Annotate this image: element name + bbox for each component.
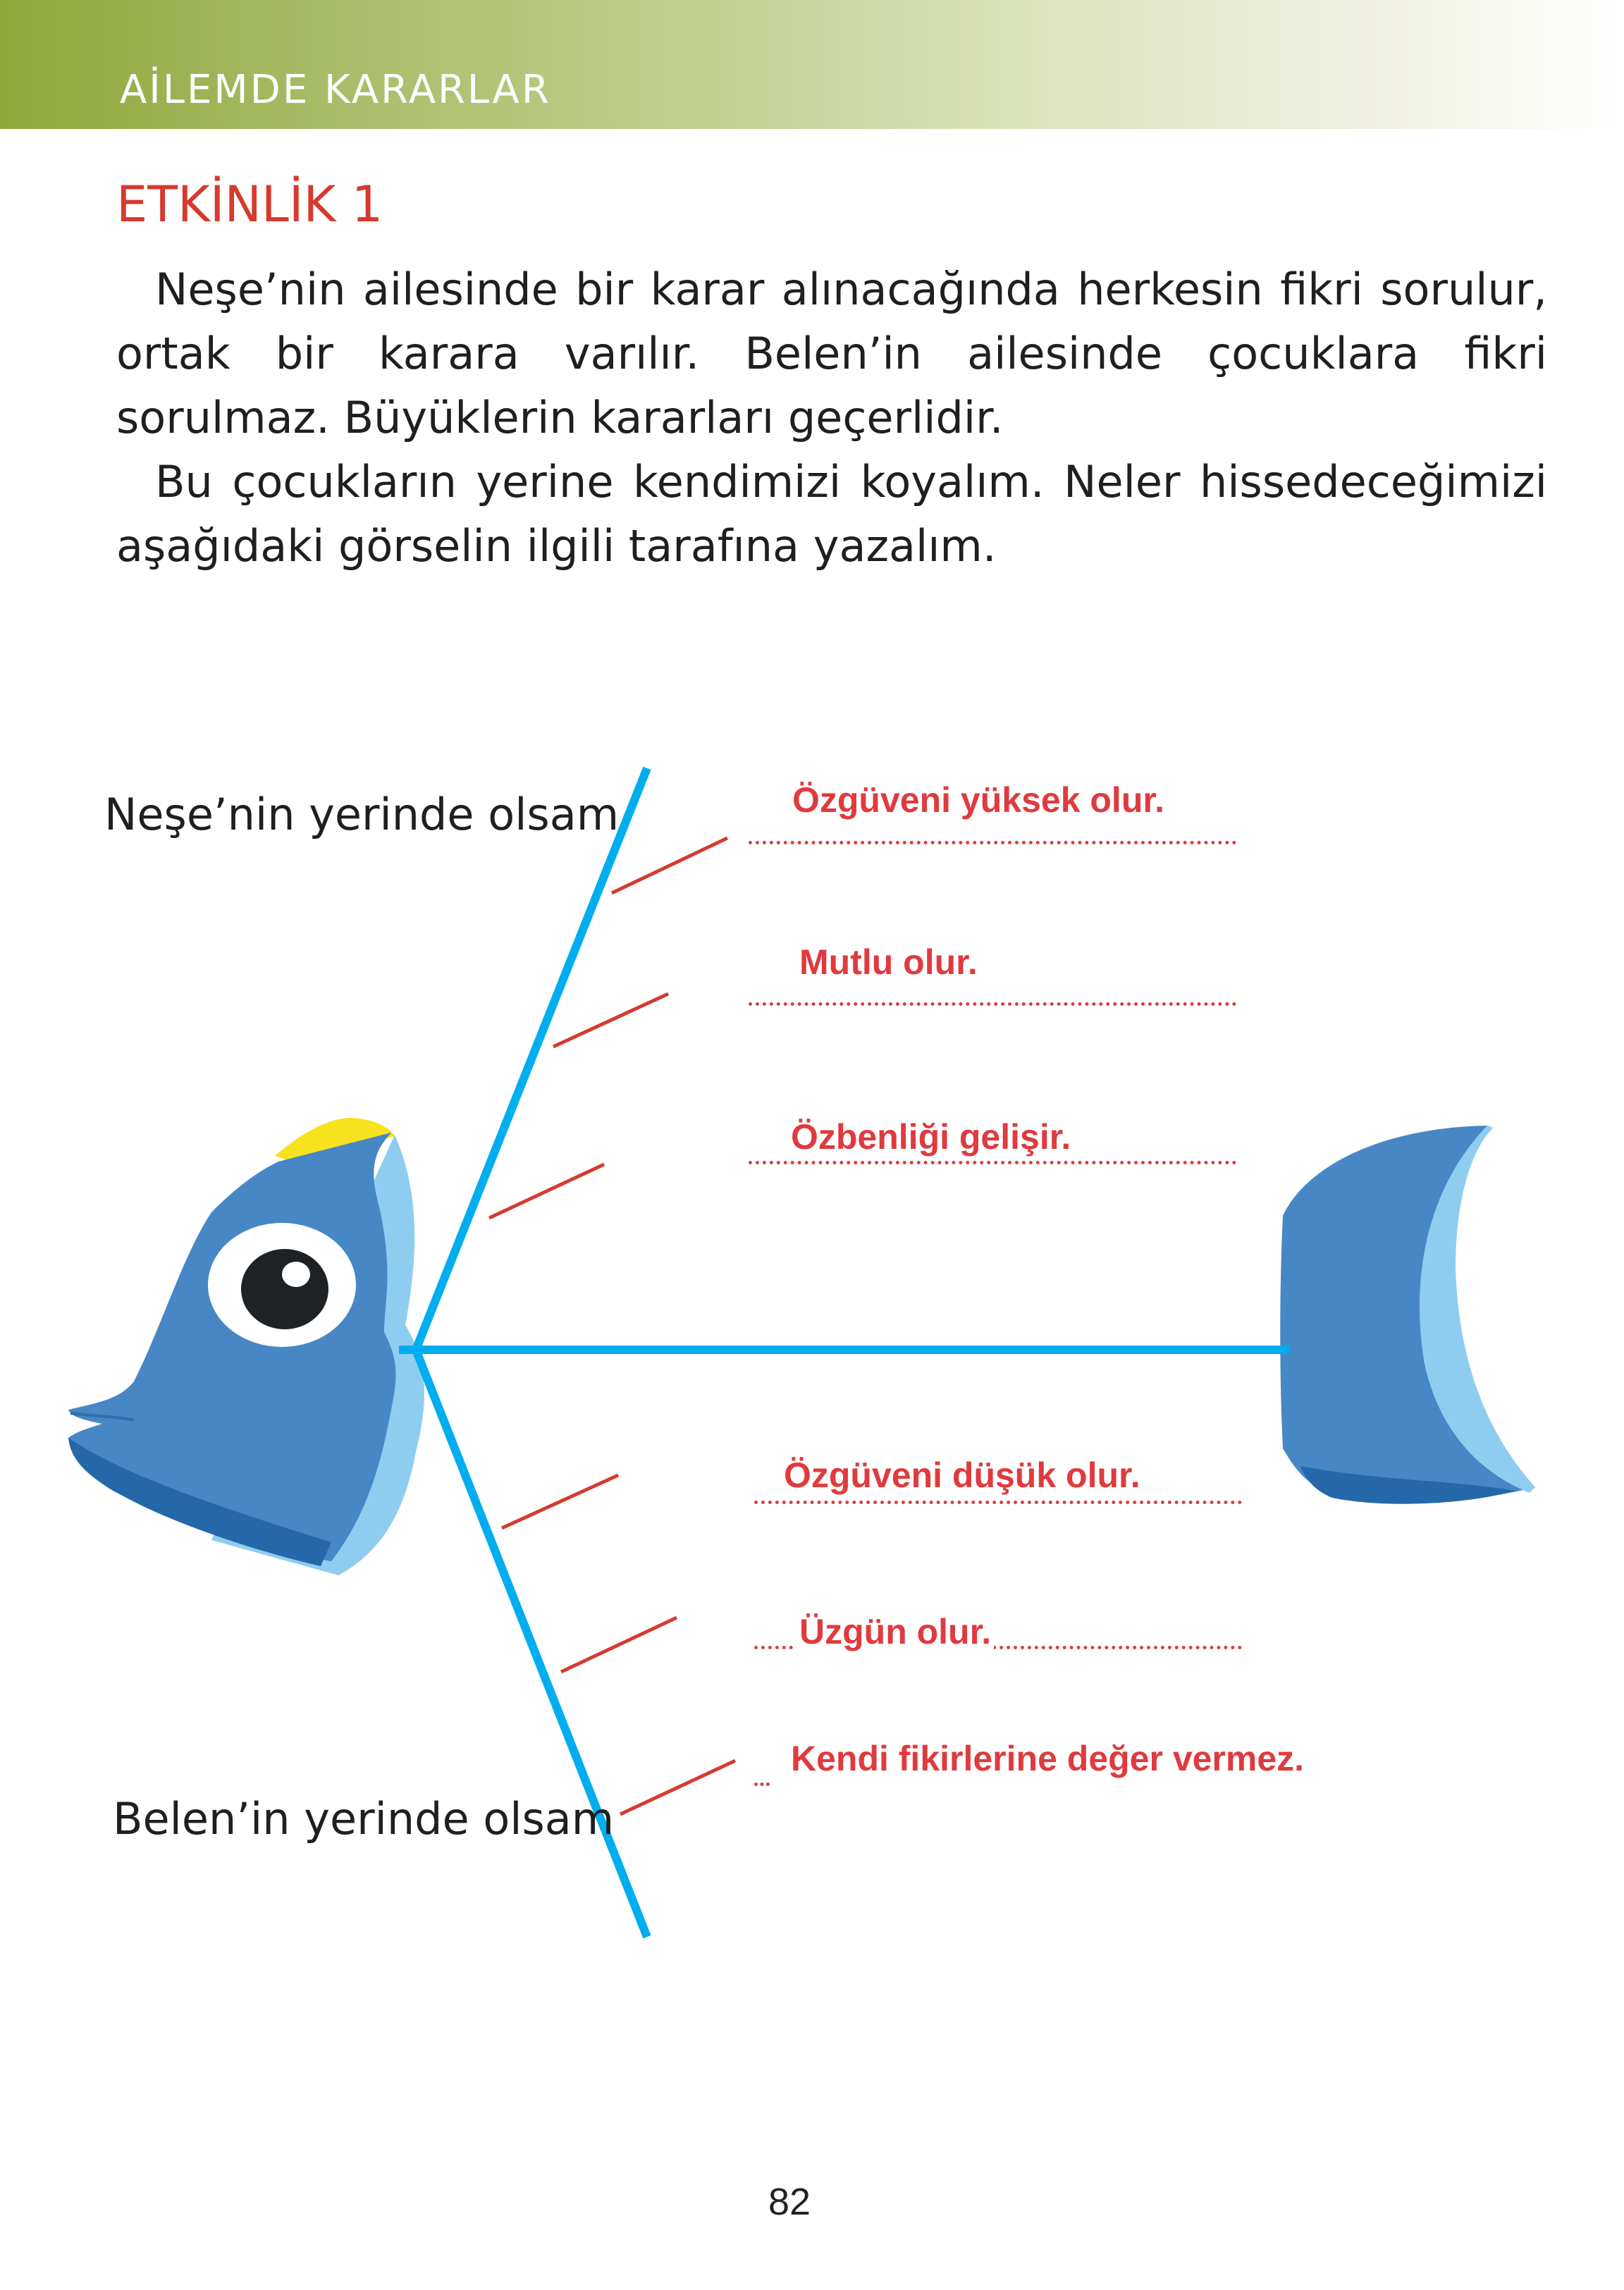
answer-top-3: Özbenliği gelişir. [788, 1116, 1074, 1158]
answer-line-2[interactable] [749, 1002, 1236, 1006]
answer-top-2: Mutlu olur. [796, 941, 980, 983]
answer-line-1[interactable] [749, 841, 1236, 844]
answer-top-1: Özgüveni yüksek olur. [789, 779, 1167, 821]
fish-tail-icon [1280, 1126, 1535, 1504]
instruction-paragraph-1: Neşe’nin ailesinde bir karar alınacağında herkesin fikri sorulur, ortak bir karara varılır. Belen’in ailesinde çocuklara fikri sorulmaz. Büyüklerin kararları geçerlidir. [116, 264, 1547, 443]
activity-title: ETKİNLİK 1 [116, 176, 383, 233]
nese-side-label: Neşe’nin yerinde olsam [104, 789, 620, 840]
answer-line-4[interactable] [754, 1501, 1242, 1504]
answer-bottom-3: Kendi fikirlerine değer vermez. [788, 1737, 1307, 1780]
answer-line-6[interactable] [754, 1783, 770, 1786]
answer-line-3[interactable] [749, 1161, 1236, 1164]
belen-side-label: Belen’in yerinde olsam [113, 1793, 615, 1845]
answer-bottom-2: Üzgün olur. [796, 1611, 994, 1653]
answer-bottom-1: Özgüveni düşük olur. [781, 1454, 1143, 1496]
section-title: AİLEMDE KARARLAR [120, 67, 551, 113]
instruction-paragraph-2: Bu çocukların yerine kendimizi koyalım. Neler hissedeceğimizi aşağıdaki görselin ilgili tarafına yazalım. [116, 456, 1547, 572]
fish-head-icon [68, 1118, 424, 1575]
fishbone-branches [489, 838, 735, 1814]
page-number: 82 [768, 2181, 811, 2223]
